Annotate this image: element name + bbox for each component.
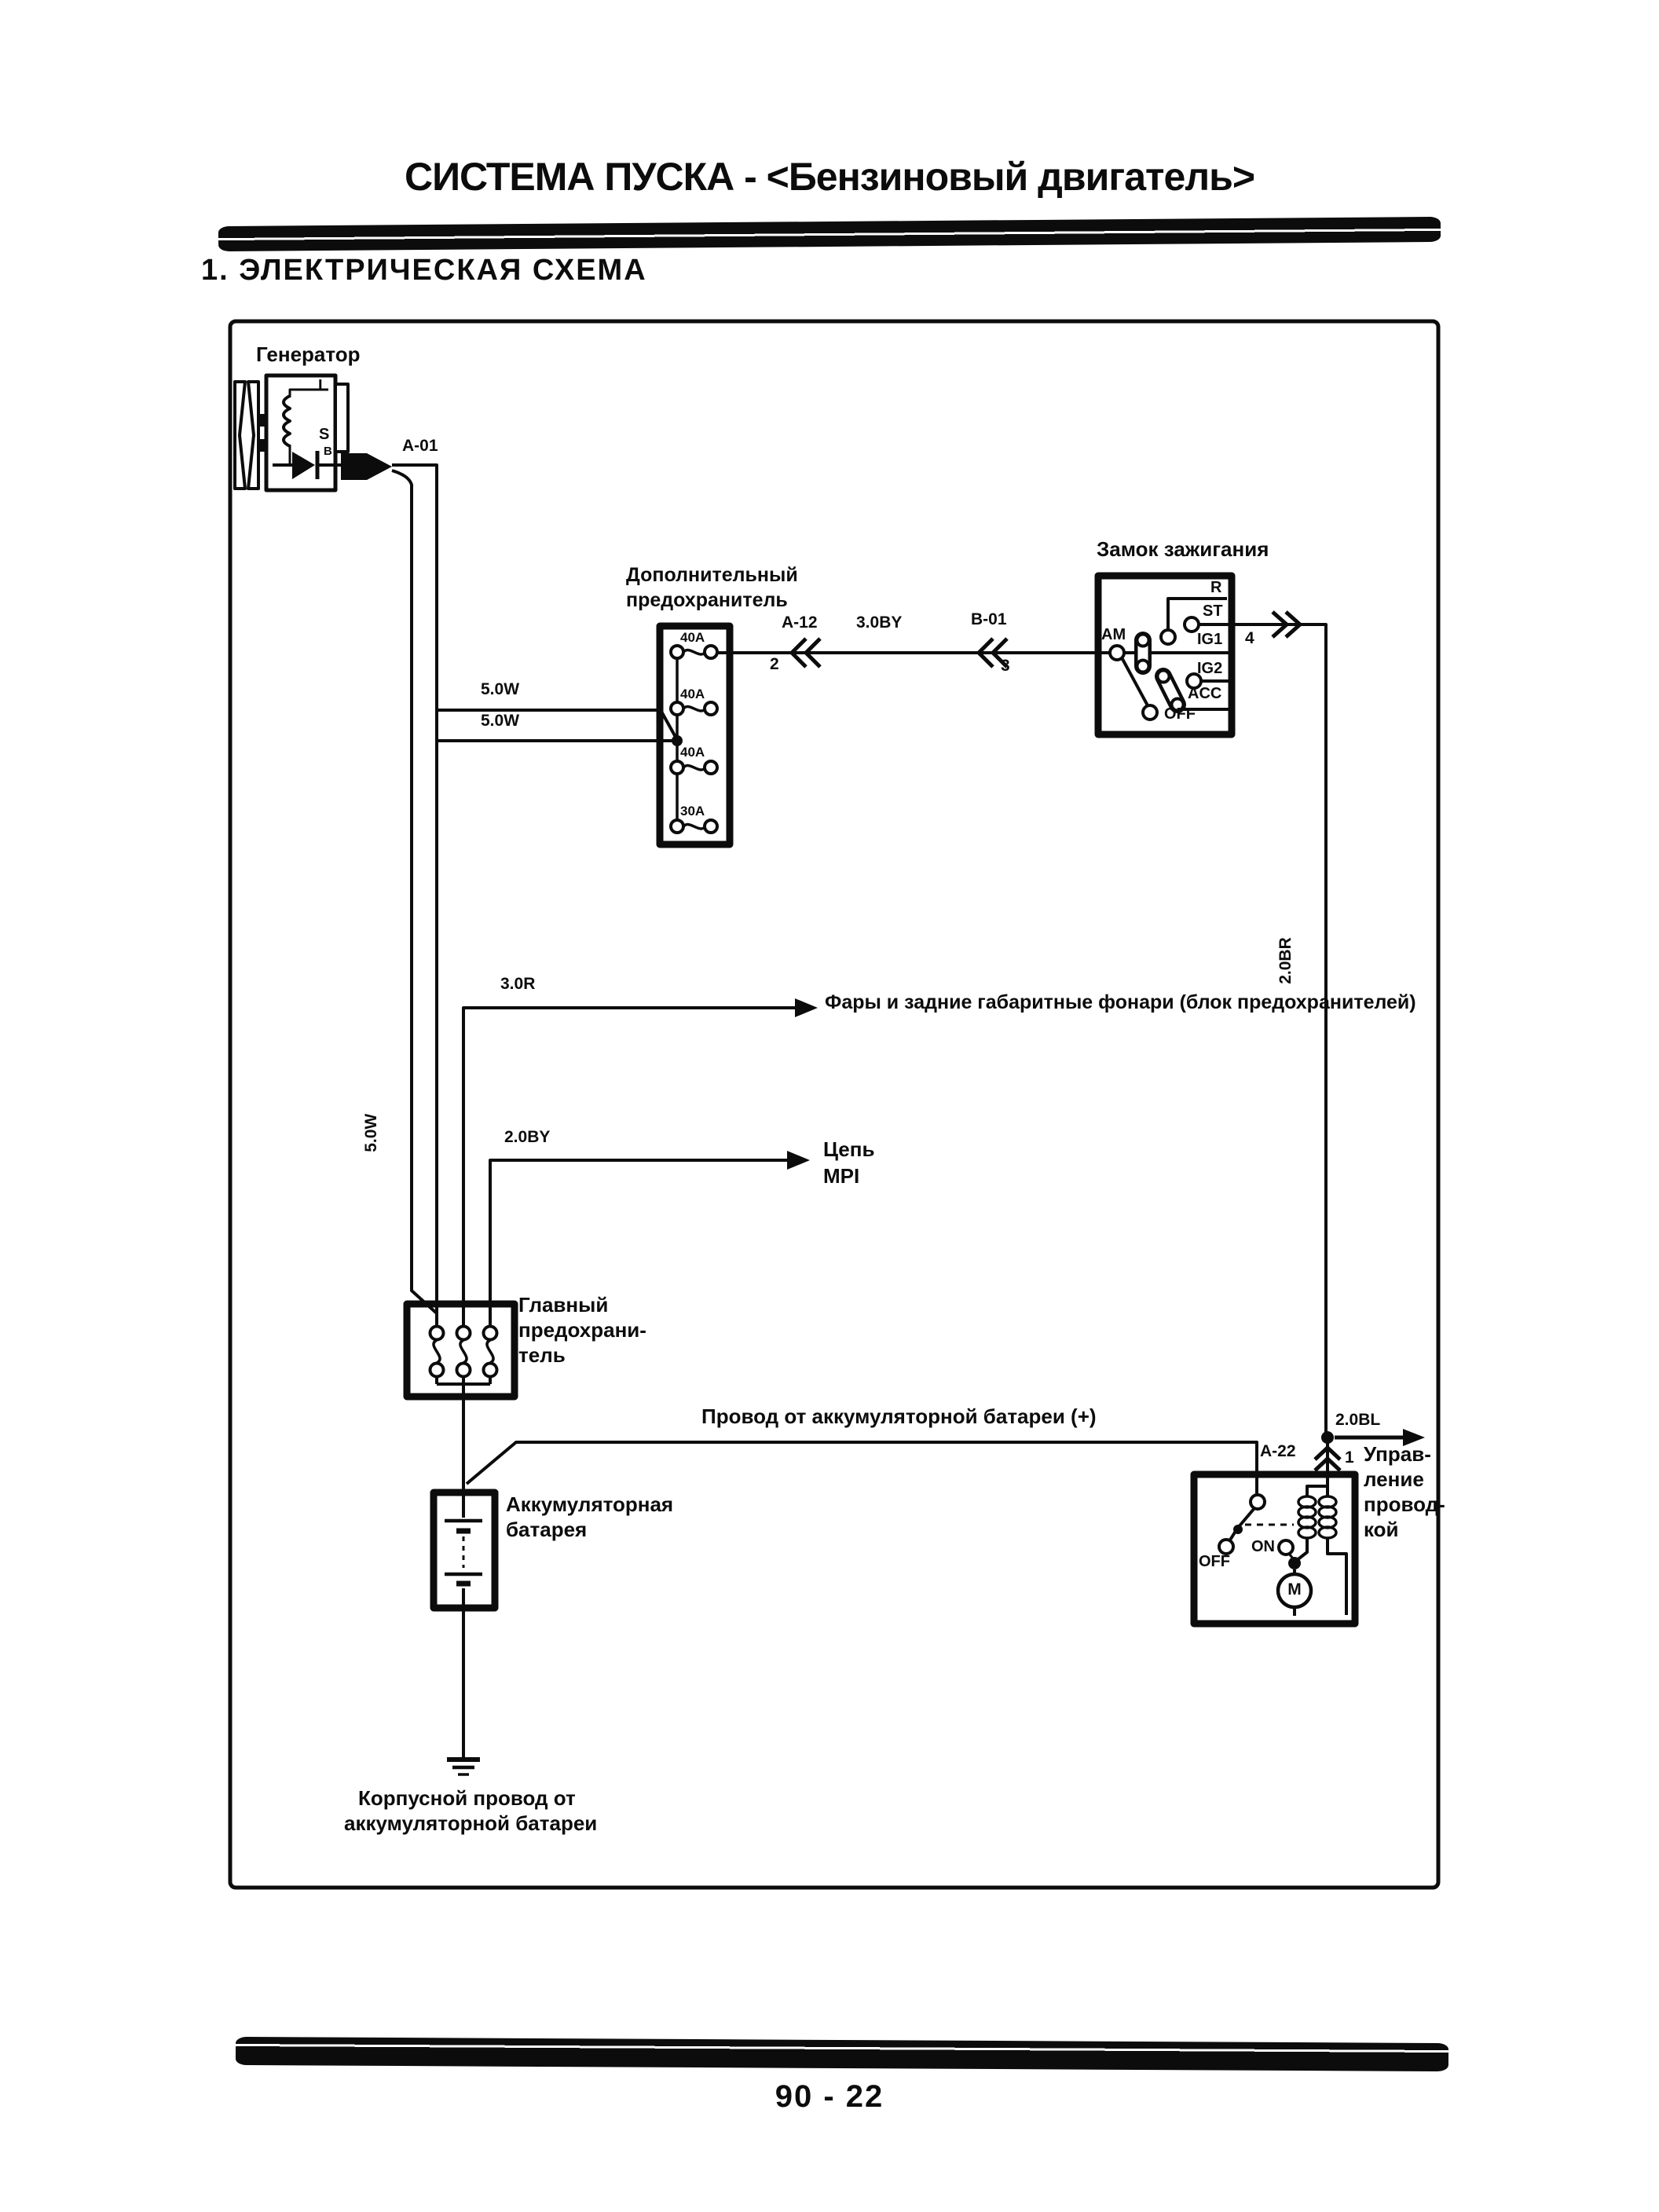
fuse-rating: 40A bbox=[680, 687, 705, 701]
control-label-line2: ление bbox=[1364, 1467, 1424, 1491]
control-label-line4: кой bbox=[1364, 1518, 1399, 1541]
wire-label-5-0w: 5.0W bbox=[481, 712, 520, 730]
fuse-rating: 40A bbox=[680, 745, 705, 760]
branch-wires bbox=[463, 998, 818, 1518]
main-fuse-symbol bbox=[407, 1304, 515, 1397]
relay-on-label: ON bbox=[1251, 1538, 1275, 1555]
battery-label-line1: Аккумуляторная bbox=[506, 1492, 674, 1516]
st-output-wire bbox=[1232, 612, 1326, 1433]
arrowhead-right-icon bbox=[795, 998, 818, 1017]
wire-label-2-0bl: 2.0BL bbox=[1335, 1411, 1381, 1429]
connector-b01-label: B-01 bbox=[971, 610, 1007, 628]
ignition-off-label: OFF bbox=[1164, 705, 1196, 723]
battery-symbol bbox=[434, 1492, 495, 1774]
generator-symbol bbox=[235, 375, 392, 490]
arrowhead-right-icon bbox=[787, 1151, 810, 1170]
main-fuse-label-line3: тель bbox=[518, 1343, 566, 1367]
main-fuse-label-line2: предохрани- bbox=[518, 1318, 646, 1342]
generator-terminal-s: S bbox=[319, 426, 330, 443]
terminal-ig2: IG2 bbox=[1197, 660, 1223, 677]
connector-a12-label: A-12 bbox=[782, 613, 818, 632]
terminal-am: AM bbox=[1101, 626, 1126, 643]
terminal-ig1: IG1 bbox=[1197, 631, 1223, 648]
headlights-destination: Фары и задние габаритные фонари (блок предохранителей) bbox=[825, 991, 1416, 1013]
motor-letter: M bbox=[1287, 1580, 1302, 1599]
wire-label-2-0br: 2.0BR bbox=[1276, 937, 1295, 984]
generator-terminal-l: L bbox=[318, 377, 328, 394]
connector-a22-label: A-22 bbox=[1260, 1442, 1296, 1460]
wire-label-2-0by: 2.0BY bbox=[504, 1128, 551, 1146]
page-number: 90 - 22 bbox=[775, 2079, 884, 2114]
ignition-out-pin: 4 bbox=[1245, 629, 1254, 647]
connector-b01-pin: 3 bbox=[1001, 657, 1010, 675]
relay-in-pin: 1 bbox=[1345, 1448, 1354, 1467]
relay-off-label: OFF bbox=[1199, 1553, 1230, 1570]
generator-label: Генератор bbox=[256, 342, 361, 366]
wire-label-5-0w-vertical: 5.0W bbox=[362, 1113, 381, 1152]
connector-a01-label: A-01 bbox=[402, 437, 438, 455]
diode-icon bbox=[292, 452, 315, 479]
ignition-switch-label: Замок зажигания bbox=[1097, 537, 1269, 561]
terminal-acc: ACC bbox=[1188, 685, 1222, 702]
connector-a01-icon bbox=[341, 453, 392, 480]
fuse-rating: 40A bbox=[680, 630, 705, 645]
connector-a12-pin: 2 bbox=[770, 655, 779, 673]
ground-note-line2: аккумуляторной батареи bbox=[344, 1811, 598, 1835]
mpi-destination-line1: Цепь bbox=[823, 1137, 875, 1161]
fuse-rating: 30A bbox=[680, 804, 705, 819]
battery-plus-wire-note: Провод от аккумуляторной батареи (+) bbox=[701, 1404, 1097, 1428]
wire-label-3-0r: 3.0R bbox=[500, 975, 536, 993]
battery-plus-wire bbox=[467, 1442, 1257, 1496]
wire-label-5-0w: 5.0W bbox=[481, 680, 520, 698]
ground-note-line1: Корпусной провод от bbox=[358, 1786, 576, 1810]
aux-fuse-label-line2: предохранитель bbox=[626, 589, 788, 611]
field-winding bbox=[284, 396, 290, 446]
page-title: СИСТЕМА ПУСКА - <Бензиновый двигатель> bbox=[404, 155, 1255, 199]
aux-fuse-label-line1: Дополнительный bbox=[626, 564, 798, 586]
control-label-line3: провод- bbox=[1364, 1492, 1445, 1516]
mpi-destination-line2: MPI bbox=[823, 1164, 860, 1188]
main-fuse-label-line1: Главный bbox=[518, 1293, 609, 1317]
terminal-st: ST bbox=[1203, 602, 1223, 620]
control-label-line1: Управ- bbox=[1364, 1442, 1431, 1466]
wire-label-3-0by: 3.0BY bbox=[856, 613, 903, 632]
generator-terminal-b: B bbox=[324, 445, 332, 458]
terminal-r: R bbox=[1210, 579, 1222, 596]
battery-label-line2: батарея bbox=[506, 1518, 588, 1541]
section-heading: 1. ЭЛЕКТРИЧЕСКАЯ СХЕМА bbox=[201, 254, 647, 287]
